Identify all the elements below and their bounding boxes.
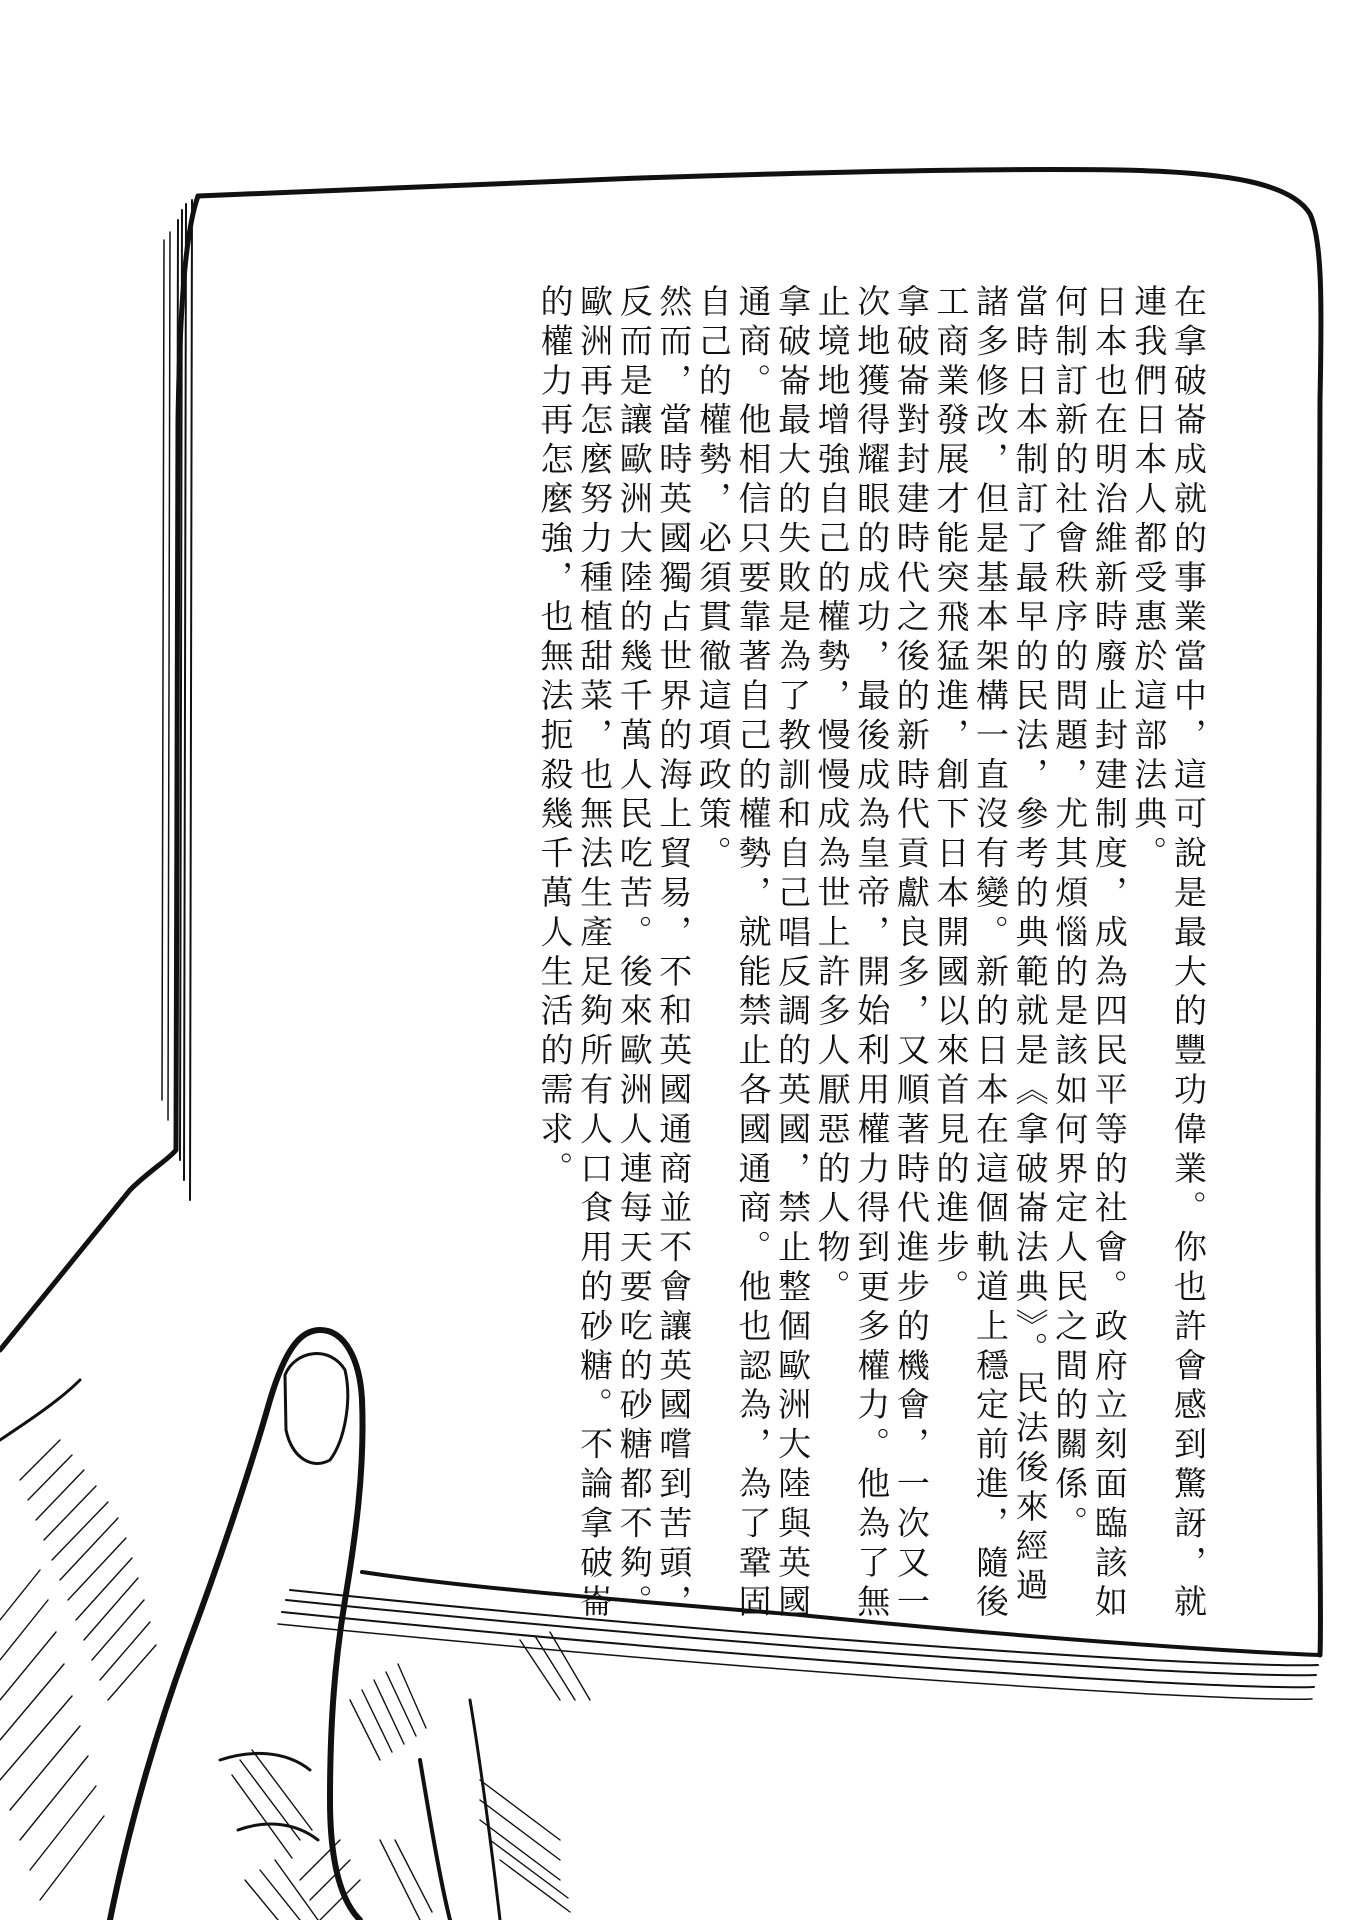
paragraph: 拿破崙對封建時代之後的新時代貢獻良多，又順著時代進步的機會，一次又一次地獲得耀眼的成功，最後成為皇帝，開始利用權力得到更多權力。他為了無止境地增強自己的權勢，慢慢成為世上許多人厭惡的人物。 [812,284,931,1624]
paragraph: 然而，當時英國獨占世界的海上貿易，不和英國通商並不會讓英國嚐到苦頭，反而是讓歐洲大陸的幾千萬人民吃苦。後來歐洲人連每天要吃的砂糖都不夠。 [614,284,694,1624]
paragraph: 在拿破崙成就的事業當中，這可說是最大的豐功偉業。你也許會感到驚訝，就連我們日本人都受惠於這部法典。 [1129,284,1208,1624]
paragraph: 當時日本制訂了最早的民法，參考的典範就是《拿破崙法典》。民法後來經過諸多修改，但是基本架構一直沒有變。新的日本在這個軌道上穩定前進，隨後工商業發展才能突飛猛進，創下日本開國以來首見的進步。 [931,284,1050,1624]
paragraph: 拿破崙最大的失敗是為了教訓和自己唱反調的英國，禁止整個歐洲大陸與英國通商。他相信只要靠著自己的權勢，就能禁止各國通商。他也認為，為了鞏固自己的權勢，必須貫徹這項政策。 [693,284,813,1624]
book-page-text [270,284,1208,1644]
paragraph: 日本也在明治維新時廢止封建制度，成為四民平等的社會。政府立刻面臨該如何制訂新的社會秩序的問題，尤其煩惱的是該如何界定人民之間的關係。 [1050,284,1129,1624]
paragraph: 歐洲再怎麼努力種植甜菜，也無法生產足夠所有人口食用的砂糖。不論拿破崙的權力再怎麼強，也無法扼殺幾千萬人生活的需求。 [535,284,615,1624]
